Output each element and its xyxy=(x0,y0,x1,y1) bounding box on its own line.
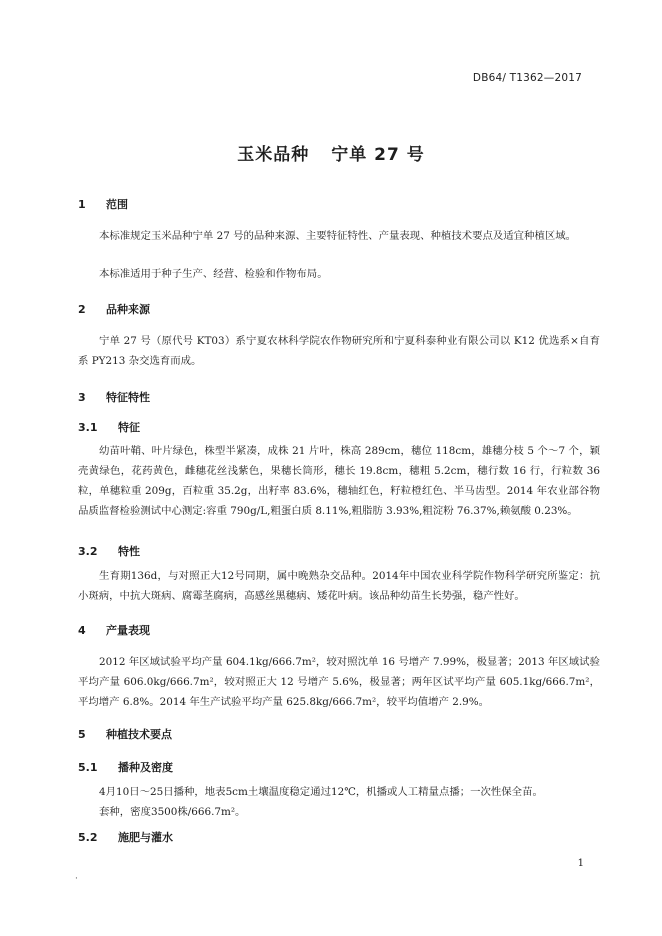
page-title xyxy=(0,140,662,165)
section-5-1-paragraph-2: 套种，密度3500株/666.7m²。 xyxy=(99,806,246,818)
section-heading-5-2: 5.2 施肥与灌水 xyxy=(78,831,173,844)
section-heading-3-1: 3.1 特征 xyxy=(78,421,140,434)
section-3-1-paragraph-1: 幼苗叶鞘、叶片绿色，株型半紧凑，成株 21 片叶，株高 289cm，穗位 118cm，雄穗分枝 5 个～7 个，颖壳黄绿色，花药黄色，雌穗花丝浅紫色，果穗长筒形，穗长 19.8cm，穗粗 5.2cm，穗行数 16 行，行粒数 36 粒，单穗粒重 209g，百粒重 35.2g，出籽率 83.6%，穗轴红色，籽粒橙红色、半马齿型。2014 年农业部谷物品质监督检验测试中心测定:容重 790g/L,粗蛋白质 8.11%,粗脂肪 3.93%,粗淀粉 76.37%,赖氨酸 0.23%。 xyxy=(78,445,600,517)
standard-code: DB64/ T1362—2017 xyxy=(472,72,582,84)
section-heading-3: 3 特征特性 xyxy=(78,391,150,404)
section-3-2-paragraph-1: 生育期136d，与对照正大12号同期，属中晚熟杂交品种。2014年中国农业科学院作物科学研究所鉴定：抗小斑病，中抗大斑病、腐霉茎腐病，高感丝黑穗病、矮花叶病。该品种幼苗生长势强，稳产性好。 xyxy=(78,570,600,602)
scan-mark: · xyxy=(75,874,78,884)
section-heading-1: 1 范围 xyxy=(78,198,128,211)
section-5-1-paragraph-1: 4月10日～25日播种，地表5cm土壤温度稳定通过12℃，机播或人工精量点播；一次性保全苗。 xyxy=(99,786,543,798)
section-4-paragraph-1: 2012 年区域试验平均产量 604.1kg/666.7m²，较对照沈单 16 号增产 7.99%，极显著；2013 年区域试验平均产量 606.0kg/666.7m²，较对照正大 12 号增产 5.6%，极显著；两年区试平均产量 605.1kg/666.7m²，平均增产 6.8%。2014 年生产试验平均产量 625.8kg/666.7m²，较平均值增产 2.9%。 xyxy=(78,656,600,708)
section-heading-2: 2 品种来源 xyxy=(78,303,150,316)
page-number: 1 xyxy=(577,858,584,869)
section-1-paragraph-2: 本标准适用于种子生产、经营、检验和作物布局。 xyxy=(99,268,328,280)
section-1-paragraph-1: 本标准规定玉米品种宁单 27 号的品种来源、主要特征特性、产量表现、种植技术要点及适宜种植区域。 xyxy=(99,230,577,242)
section-heading-4: 4 产量表现 xyxy=(78,624,150,637)
title-main: 玉米品种 xyxy=(237,145,310,165)
section-heading-5-1: 5.1 播种及密度 xyxy=(78,761,173,774)
section-2-paragraph-1: 宁单 27 号（原代号 KT03）系宁夏农林科学院农作物研究所和宁夏科泰种业有限公司以 K12 优选系×自育系 PY213 杂交选育而成。 xyxy=(78,335,600,367)
title-variety: 宁单 27 号 xyxy=(331,145,425,165)
section-heading-5: 5 种植技术要点 xyxy=(78,728,172,741)
section-heading-3-2: 3.2 特性 xyxy=(78,545,140,558)
